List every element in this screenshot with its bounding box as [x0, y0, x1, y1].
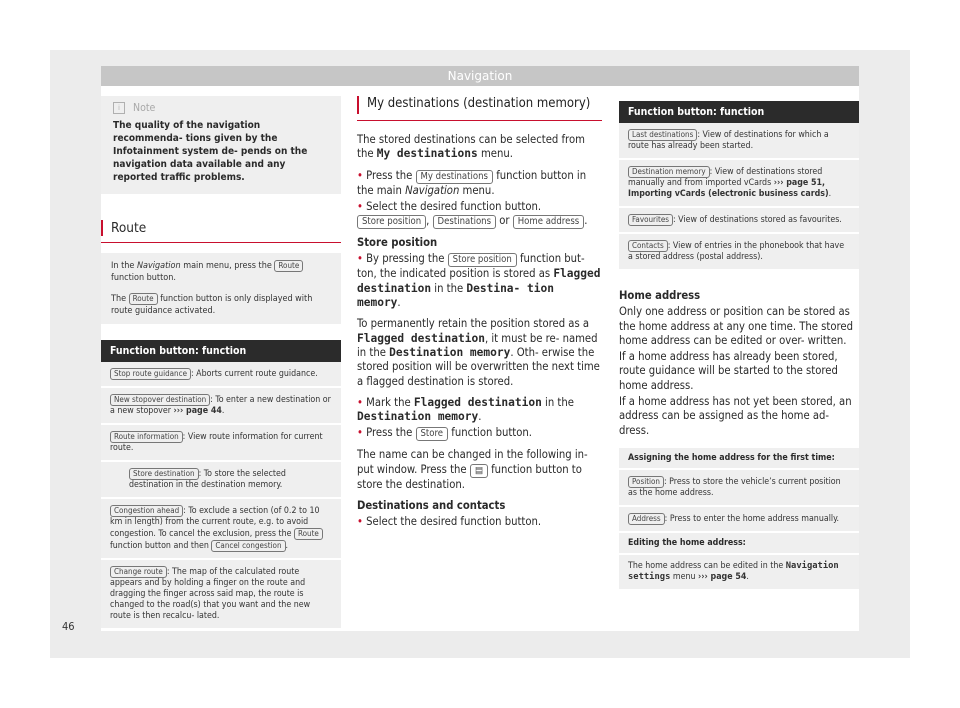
page-number: 46: [62, 620, 75, 633]
table2-header: Function button: function: [619, 101, 859, 123]
text: By pressing the: [366, 252, 448, 266]
heading-bar: [101, 220, 103, 236]
column-right: [619, 101, 859, 591]
text-nav: Navigation: [405, 183, 460, 197]
destinations-button[interactable]: Destinations: [433, 215, 497, 229]
table-row: [619, 470, 859, 507]
text: Select the desired function button.: [366, 199, 542, 213]
text: function button to store the destination.: [357, 462, 582, 491]
text: The home address can be edited in the: [628, 560, 786, 571]
bullet-icon: •: [357, 252, 367, 266]
route-information-button[interactable]: Route information: [110, 431, 183, 443]
bullet-icon: •: [357, 168, 367, 182]
text: in the: [541, 395, 574, 409]
table-row: [619, 234, 859, 271]
text: .: [746, 571, 749, 582]
text: : View of destinations for which a route has already been started.: [628, 130, 829, 151]
note-text: The quality of the navigation recommenda- tions given by the Infotainment system de- pends on the navigation data available and any reported traffic problems.: [113, 120, 308, 183]
table-row: [101, 462, 341, 499]
route-button[interactable]: Route: [274, 260, 303, 272]
table-row: [619, 123, 859, 160]
cancel-congestion-button[interactable]: Cancel congestion: [211, 540, 285, 552]
subheading: Destinations and contacts: [357, 499, 506, 513]
subheading: Home address: [619, 289, 701, 302]
text: .: [221, 406, 225, 416]
note-header: [113, 102, 329, 114]
menu-name: Destination memory: [389, 345, 511, 359]
text: .: [584, 214, 588, 228]
home-address-button[interactable]: Home address: [513, 215, 585, 229]
store-button[interactable]: Store: [416, 427, 449, 441]
bullet-item: [357, 515, 602, 529]
note-label: Note: [133, 102, 156, 114]
text: Mark the: [366, 395, 414, 409]
position-button[interactable]: Position: [628, 476, 664, 488]
bullet-item: [357, 396, 602, 425]
text: : The map of the calculated route appears and by holding a finger on the route and dragging the finger across said map, the route is changed to the road(s) that you want and the new route is then recalcu- lated.: [110, 567, 311, 621]
text: : View route information for current route.: [110, 432, 323, 453]
text: : To store the selected destination in the destination memory.: [129, 469, 286, 490]
last-destinations-button[interactable]: Last destinations: [628, 129, 697, 141]
table-row: [619, 208, 859, 234]
destination-memory-button[interactable]: Destination memory: [628, 166, 710, 178]
text: To permanently retain the position stored as a: [357, 317, 590, 331]
menu-name: Navigation settings: [628, 560, 839, 582]
menu-name: Flagged destination: [413, 395, 542, 409]
menu-name: Destina- tion memory: [357, 281, 554, 310]
table-row: [619, 160, 859, 208]
menu-name: My destinations: [376, 147, 478, 161]
text: function button.: [111, 272, 176, 283]
table-row: [101, 425, 341, 462]
text: : To exclude a section (of 0.2 to 10 km in length) from the current route, e.g. to avoid congestion. To cancel the exclusion, press the: [110, 506, 320, 539]
paragraph: If a home address has already been stored, route guidance will be started to the stored home address.: [619, 350, 838, 392]
text: function but- ton, the indicated position is stored as: [357, 252, 585, 281]
table-row: [101, 499, 341, 560]
text: or: [496, 214, 513, 228]
mydest-heading: [357, 96, 602, 121]
route-button-2[interactable]: Route: [129, 293, 158, 305]
table-row: [101, 388, 341, 425]
text: .: [478, 410, 482, 424]
bullet-item: [357, 200, 602, 229]
text: main menu, press the: [180, 261, 275, 271]
table3-header: Assigning the home address for the first time:: [619, 448, 859, 470]
info-icon: i: [113, 102, 125, 114]
note-box: [101, 96, 341, 194]
text: : Press to store the vehicle’s current position as the home address.: [628, 476, 841, 498]
text: : Aborts current route guidance.: [191, 369, 318, 379]
bullet-item: [357, 252, 602, 310]
page-link[interactable]: ››› page 44: [173, 406, 222, 416]
text: menu.: [459, 183, 495, 197]
store-position-button-2[interactable]: Store position: [448, 253, 517, 267]
text: function button and then: [110, 541, 212, 551]
page-link[interactable]: ››› page 51, Importing vCards (electronic business cards): [628, 178, 829, 199]
column-middle: [357, 96, 602, 537]
text: , it must be re- named in the: [357, 331, 598, 359]
text: ,: [426, 214, 433, 228]
text: : View of destinations stored as favourites.: [673, 215, 842, 225]
store-destination-button[interactable]: Store destination: [129, 468, 199, 480]
column-left: [101, 96, 341, 630]
text: Select the desired function button.: [366, 515, 542, 529]
bullet-icon: •: [357, 515, 367, 529]
stop-route-guidance-button[interactable]: Stop route guidance: [110, 368, 191, 380]
paragraph: [357, 133, 602, 162]
congestion-ahead-button[interactable]: Congestion ahead: [110, 505, 183, 517]
text: .: [397, 296, 401, 310]
table1-header: Function button: function: [101, 340, 341, 362]
route-button-3[interactable]: Route: [294, 528, 323, 540]
text: : To enter a new destination or a new stopover: [110, 395, 331, 416]
text: Press the: [366, 168, 416, 182]
route-title: Route: [111, 220, 147, 236]
text: function button in the main: [357, 168, 587, 197]
paragraph: Only one address or position can be stored as the home address at any one time. The stored home address can be edited or over- written.: [619, 305, 853, 347]
subheading: Store position: [357, 236, 438, 250]
bullet-icon: •: [357, 395, 367, 409]
text: : View of destinations stored manually and from imported vCards: [628, 167, 823, 188]
text: .: [828, 189, 832, 199]
table-row: [101, 362, 341, 388]
table-row: [619, 507, 859, 533]
route-heading: [101, 220, 341, 243]
table3-subheader: Editing the home address:: [619, 533, 859, 555]
route-intro: [101, 253, 341, 324]
page-header: Navigation: [101, 66, 859, 86]
text: .: [285, 541, 289, 551]
text: in the: [431, 281, 467, 295]
bullet-item: [357, 426, 602, 441]
table-row: [101, 560, 341, 630]
text: : Press to enter the home address manually.: [664, 513, 840, 524]
text-nav: Navigation: [136, 261, 181, 271]
table-row: [619, 555, 859, 591]
text: The: [111, 294, 129, 304]
contacts-button[interactable]: Contacts: [628, 240, 668, 252]
text: function button is only displayed with route guidance activated.: [111, 294, 313, 316]
text: menu.: [477, 147, 513, 161]
text: menu: [670, 571, 699, 582]
text: : View of entries in the phonebook that have a stored address (postal address).: [628, 241, 845, 262]
menu-name: Destination memory: [357, 410, 479, 424]
text: The name can be changed in the following in- put window. Press the: [357, 448, 588, 476]
bullet-icon: •: [357, 199, 367, 213]
text: Press the: [366, 426, 416, 440]
paragraph: [357, 317, 602, 388]
menu-name: Flagged destination: [357, 267, 601, 295]
text: In the: [111, 261, 137, 271]
paragraph: [357, 448, 602, 492]
bullet-icon: •: [357, 426, 367, 440]
text: function button.: [448, 426, 532, 440]
change-route-button[interactable]: Change route: [110, 566, 167, 578]
bullet-item: [357, 169, 602, 198]
page-link[interactable]: ››› page 54: [698, 571, 747, 582]
text: The stored destinations can be selected from the: [357, 133, 585, 161]
mydest-title: My destinations (destination memory): [367, 96, 591, 111]
address-button[interactable]: Address: [628, 513, 665, 525]
save-icon[interactable]: ▤: [470, 464, 488, 478]
favourites-button[interactable]: Favourites: [628, 214, 673, 226]
paragraph: If a home address has not yet been stored, an address can be assigned as the home ad- dress.: [619, 395, 852, 437]
my-destinations-button[interactable]: My destinations: [416, 170, 494, 184]
menu-name: Flagged destination: [357, 331, 485, 345]
heading-bar: [357, 96, 359, 114]
text: . Oth- erwise the stored position will be overwritten the next time a flagged destination is stored.: [357, 345, 600, 388]
store-position-button[interactable]: Store position: [357, 215, 426, 229]
new-stopover-button[interactable]: New stopover destination: [110, 394, 210, 406]
